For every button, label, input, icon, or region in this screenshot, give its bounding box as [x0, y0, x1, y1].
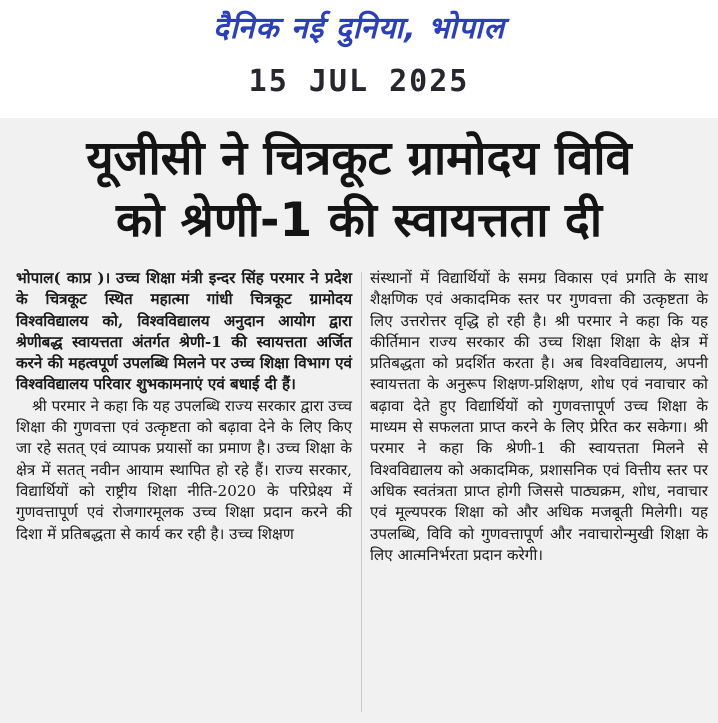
publication-date: 15 JUL 2025: [248, 64, 470, 99]
lead-paragraph: [16, 268, 352, 396]
body-paragraph-3: संस्थानों में विद्यार्थियों के समग्र विकास एवं प्रगति के साथ शैक्षणिक एवं अकादमिक स्तर पर गुणवत्ता की उत्कृष्टता के लिए उत्तरोत्तर वृद्धि हो रही है। श्री परमार ने कहा कि यह कीर्तिमान राज्य सरकार की उच्च शिक्षा शिक्षा के क्षेत्र में प्रतिबद्धता को प्रदर्शित करता है। अब विश्वविद्यालय, अपनी स्वायत्तता के अनुरूप शिक्षण-प्रशिक्षण, शोध एवं नवाचार को बढ़ावा देते हुए विद्यार्थियों को गुणवत्तापूर्ण उच्च शिक्षा के माध्यम से सफलता प्राप्त करने के लिए प्रेरित कर सकेगा। श्री परमार ने कहा कि श्रेणी-1 की स्वायत्तता मिलने से विश्वविद्यालय को अकादमिक, प्रशासनिक एवं वित्तीय स्तर पर अधिक स्वतंत्रता प्राप्त होगी जिससे पाठ्यक्रम, शोध, नवाचार एवं मूल्यपरक शिक्षा को और अधिक मजबूती मिलेगी। यह उपलब्धि, विवि को गुणवत्तापूर्ण और नवाचारोन्मुखी शिक्षा के लिए आत्मनिर्भरता प्रदान करेगी।: [370, 269, 708, 564]
headline-line-2: को श्रेणी-1 की स्वायत्तता दी: [115, 193, 603, 248]
lead-text: उच्च शिक्षा मंत्री इन्दर सिंह परमार ने प्रदेश के चित्रकूट स्थित महात्मा गांधी चित्रकूट ग्रामोदय विश्वविद्यालय को, विश्वविद्यालय अनुदान आयोग द्वारा श्रेणीबद्ध स्वायत्तता अंतर्गत श्रेणी-1 की स्वायत्तता अर्जित करने की महत्वपूर्ण उपलब्धि मिलने पर उच्च शिक्षा विभाग एवं विश्वविद्यालय परिवार शुभकामनाएं एवं बधाई दी हैं।: [16, 269, 352, 394]
dateline: भोपाल( काप्र )।: [16, 269, 111, 287]
article-column-left: [16, 268, 352, 545]
headline-line-1: यूजीसी ने चित्रकूट ग्रामोदय विवि: [86, 131, 632, 186]
article-headline: [10, 128, 708, 252]
column-divider: [361, 272, 362, 712]
body-paragraph-2: श्री परमार ने कहा कि यह उपलब्धि राज्य सरकार द्वारा उच्च शिक्षा की गुणवत्ता एवं उत्कृष्टता को बढ़ावा देने के लिए किए जा रहे सतत् एवं व्यापक प्रयासों का प्रमाण है। उच्च शिक्षा के क्षेत्र में सतत् नवीन आयाम स्थापित हो रहे हैं। राज्य सरकार, विद्यार्थियों को राष्ट्रीय शिक्षा नीति-2020 के परिप्रेक्ष्य में गुणवत्तापूर्ण एवं रोजगारमूलक उच्च शिक्षा प्रदान करने की दिशा में प्रतिबद्धता से कार्य कर रही है। उच्च शिक्षण: [16, 396, 352, 543]
newspaper-name: दैनिक नई दुनिया, भोपाल: [212, 11, 506, 46]
newspaper-stamp: [0, 0, 718, 118]
article-column-right: [370, 268, 708, 566]
